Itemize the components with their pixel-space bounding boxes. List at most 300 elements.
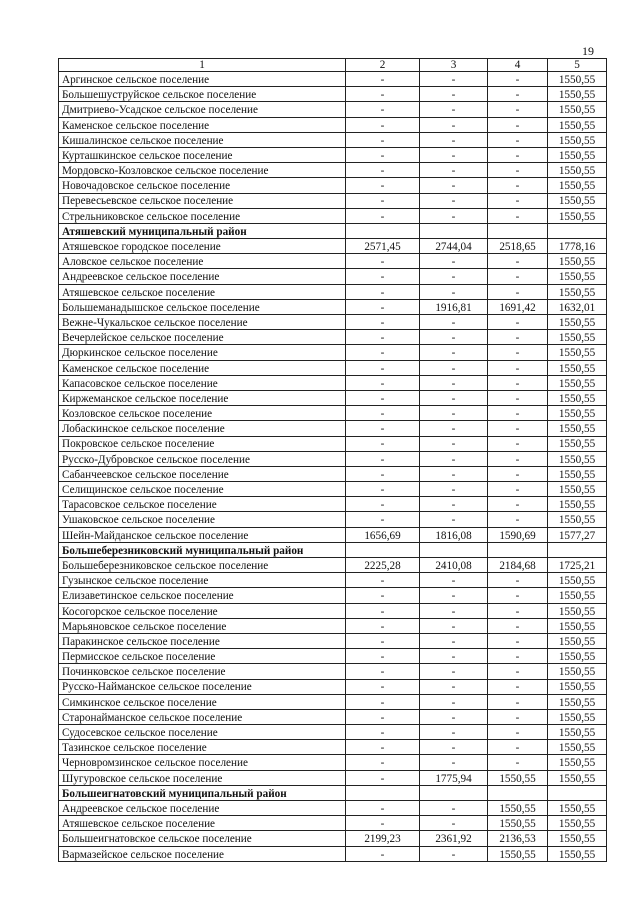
value-cell-col4: - xyxy=(488,618,548,633)
table-row xyxy=(59,664,607,679)
settlement-name-cell: Лобаскинское сельское поселение xyxy=(59,421,346,436)
value-cell-col4: 2136,53 xyxy=(488,831,548,846)
value-cell-col5: 1550,55 xyxy=(548,406,607,421)
district-name-cell: Большеигнатовский муниципальный район xyxy=(59,785,346,800)
settlement-name-cell: Атяшевское сельское поселение xyxy=(59,816,346,831)
value-cell-col3: - xyxy=(420,740,488,755)
table-row xyxy=(59,102,607,117)
settlement-name-cell: Косогорское сельское поселение xyxy=(59,603,346,618)
value-cell-col4: - xyxy=(488,117,548,132)
value-cell-col2: 2199,23 xyxy=(346,831,420,846)
value-cell-col2: 2571,45 xyxy=(346,239,420,254)
value-cell-col2: - xyxy=(346,254,420,269)
value-cell-col2: - xyxy=(346,573,420,588)
table-row xyxy=(59,740,607,755)
value-cell-col2: - xyxy=(346,451,420,466)
value-cell-col2: - xyxy=(346,618,420,633)
value-cell-col3: - xyxy=(420,482,488,497)
value-cell-col3: 1775,94 xyxy=(420,770,488,785)
value-cell-col3: - xyxy=(420,816,488,831)
settlement-name-cell: Большеигнатовское сельское поселение xyxy=(59,831,346,846)
table-row xyxy=(59,178,607,193)
table-row xyxy=(59,390,607,405)
value-cell-col4: - xyxy=(488,679,548,694)
value-cell-col4: - xyxy=(488,466,548,481)
value-cell-col2: - xyxy=(346,664,420,679)
settlement-name-cell: Каменское сельское поселение xyxy=(59,117,346,132)
value-cell-col5: 1550,55 xyxy=(548,102,607,117)
value-cell-col5: 1550,55 xyxy=(548,770,607,785)
value-cell-col4: - xyxy=(488,193,548,208)
section-header-row xyxy=(59,542,607,557)
table-row xyxy=(59,132,607,147)
settlement-name-cell: Тазинское сельское поселение xyxy=(59,740,346,755)
value-cell-col4: - xyxy=(488,740,548,755)
value-cell-col4: - xyxy=(488,375,548,390)
settlement-name-cell: Андреевское сельское поселение xyxy=(59,269,346,284)
value-cell-col4: - xyxy=(488,208,548,223)
value-cell-col5: 1550,55 xyxy=(548,254,607,269)
value-cell-col5: 1550,55 xyxy=(548,269,607,284)
value-cell-col5: 1550,55 xyxy=(548,740,607,755)
settlement-name-cell: Каменское сельское поселение xyxy=(59,360,346,375)
table-row xyxy=(59,816,607,831)
settlement-name-cell: Судосевское сельское поселение xyxy=(59,725,346,740)
table-row xyxy=(59,421,607,436)
table-row xyxy=(59,193,607,208)
settlement-name-cell: Мордовско-Козловское сельское поселение xyxy=(59,163,346,178)
table-row xyxy=(59,315,607,330)
settlement-name-cell: Капасовское сельское поселение xyxy=(59,375,346,390)
value-cell-col5 xyxy=(548,785,607,800)
settlement-name-cell: Елизаветинское сельское поселение xyxy=(59,588,346,603)
value-cell-col2: - xyxy=(346,436,420,451)
value-cell-col2: - xyxy=(346,421,420,436)
value-cell-col4: - xyxy=(488,603,548,618)
value-cell-col3: - xyxy=(420,512,488,527)
value-cell-col3: - xyxy=(420,254,488,269)
data-table xyxy=(58,58,607,862)
value-cell-col4: - xyxy=(488,451,548,466)
value-cell-col4: - xyxy=(488,755,548,770)
value-cell-col3: - xyxy=(420,193,488,208)
value-cell-col5: 1550,55 xyxy=(548,360,607,375)
table-row xyxy=(59,588,607,603)
value-cell-col2: - xyxy=(346,709,420,724)
settlement-name-cell: Большеманадышское сельское поселение xyxy=(59,299,346,314)
settlement-name-cell: Шейн-Майданское сельское поселение xyxy=(59,527,346,542)
value-cell-col2: - xyxy=(346,588,420,603)
district-name-cell: Атяшевский муниципальный район xyxy=(59,223,346,238)
value-cell-col4: - xyxy=(488,633,548,648)
table-row xyxy=(59,603,607,618)
value-cell-col2 xyxy=(346,223,420,238)
value-cell-col4: - xyxy=(488,512,548,527)
value-cell-col2: - xyxy=(346,269,420,284)
value-cell-col2: - xyxy=(346,740,420,755)
value-cell-col5: 1550,55 xyxy=(548,679,607,694)
table-row xyxy=(59,330,607,345)
value-cell-col2: - xyxy=(346,846,420,861)
value-cell-col3: 1916,81 xyxy=(420,299,488,314)
value-cell-col5: 1550,55 xyxy=(548,193,607,208)
table-row xyxy=(59,284,607,299)
value-cell-col2: - xyxy=(346,315,420,330)
settlement-name-cell: Черновромзинское сельское поселение xyxy=(59,755,346,770)
value-cell-col5 xyxy=(548,542,607,557)
table-row xyxy=(59,466,607,481)
table-row xyxy=(59,208,607,223)
value-cell-col5: 1550,55 xyxy=(548,375,607,390)
value-cell-col3: - xyxy=(420,466,488,481)
value-cell-col5: 1550,55 xyxy=(548,497,607,512)
settlement-name-cell: Стрельниковское сельское поселение xyxy=(59,208,346,223)
value-cell-col5: 1550,55 xyxy=(548,345,607,360)
settlement-name-cell: Починковское сельское поселение xyxy=(59,664,346,679)
table-row xyxy=(59,558,607,573)
value-cell-col4: - xyxy=(488,497,548,512)
value-cell-col5: 1550,55 xyxy=(548,208,607,223)
value-cell-col3: - xyxy=(420,664,488,679)
value-cell-col2: - xyxy=(346,406,420,421)
column-header: 5 xyxy=(548,59,607,72)
value-cell-col4: - xyxy=(488,360,548,375)
value-cell-col4: - xyxy=(488,163,548,178)
value-cell-col5: 1550,55 xyxy=(548,436,607,451)
value-cell-col3: - xyxy=(420,633,488,648)
value-cell-col5: 1550,55 xyxy=(548,709,607,724)
value-cell-col3: - xyxy=(420,573,488,588)
value-cell-col4: 1691,42 xyxy=(488,299,548,314)
value-cell-col2: - xyxy=(346,649,420,664)
value-cell-col5: 1550,55 xyxy=(548,664,607,679)
value-cell-col4: - xyxy=(488,482,548,497)
value-cell-col3: - xyxy=(420,725,488,740)
value-cell-col5: 1550,55 xyxy=(548,330,607,345)
value-cell-col4: - xyxy=(488,406,548,421)
value-cell-col5: 1550,55 xyxy=(548,163,607,178)
value-cell-col4 xyxy=(488,223,548,238)
value-cell-col4: - xyxy=(488,694,548,709)
page-number: 19 xyxy=(582,44,594,58)
table-row xyxy=(59,436,607,451)
value-cell-col4: - xyxy=(488,588,548,603)
value-cell-col5: 1550,55 xyxy=(548,618,607,633)
value-cell-col5: 1550,55 xyxy=(548,633,607,648)
table-row xyxy=(59,831,607,846)
section-header-row xyxy=(59,223,607,238)
settlement-name-cell: Вармазейское сельское поселение xyxy=(59,846,346,861)
table-row xyxy=(59,618,607,633)
value-cell-col3: - xyxy=(420,87,488,102)
value-cell-col4: 1550,55 xyxy=(488,816,548,831)
value-cell-col2: - xyxy=(346,482,420,497)
value-cell-col2: - xyxy=(346,512,420,527)
table-row xyxy=(59,679,607,694)
value-cell-col2: - xyxy=(346,360,420,375)
table-row xyxy=(59,269,607,284)
value-cell-col2: - xyxy=(346,679,420,694)
value-cell-col3: - xyxy=(420,178,488,193)
settlement-name-cell: Аловское сельское поселение xyxy=(59,254,346,269)
value-cell-col4 xyxy=(488,542,548,557)
table-row xyxy=(59,360,607,375)
settlement-name-cell: Пермисское сельское поселение xyxy=(59,649,346,664)
table-row xyxy=(59,147,607,162)
value-cell-col4: 1550,55 xyxy=(488,846,548,861)
table-row xyxy=(59,299,607,314)
value-cell-col4: - xyxy=(488,649,548,664)
settlement-name-cell: Старонайманское сельское поселение xyxy=(59,709,346,724)
value-cell-col5: 1550,55 xyxy=(548,315,607,330)
table-row xyxy=(59,451,607,466)
value-cell-col2: - xyxy=(346,132,420,147)
value-cell-col3: - xyxy=(420,208,488,223)
value-cell-col2: - xyxy=(346,193,420,208)
value-cell-col4: 1550,55 xyxy=(488,801,548,816)
value-cell-col2 xyxy=(346,542,420,557)
value-cell-col2: - xyxy=(346,87,420,102)
value-cell-col4: - xyxy=(488,269,548,284)
table-row xyxy=(59,87,607,102)
value-cell-col3: - xyxy=(420,72,488,87)
value-cell-col3: - xyxy=(420,618,488,633)
value-cell-col3: - xyxy=(420,649,488,664)
value-cell-col5: 1550,55 xyxy=(548,846,607,861)
value-cell-col5: 1550,55 xyxy=(548,178,607,193)
value-cell-col4: - xyxy=(488,132,548,147)
settlement-name-cell: Шугуровское сельское поселение xyxy=(59,770,346,785)
value-cell-col3: - xyxy=(420,315,488,330)
value-cell-col3: - xyxy=(420,694,488,709)
value-cell-col4: - xyxy=(488,72,548,87)
settlement-name-cell: Ушаковское сельское поселение xyxy=(59,512,346,527)
table-row xyxy=(59,72,607,87)
value-cell-col4 xyxy=(488,785,548,800)
table-row xyxy=(59,770,607,785)
value-cell-col4: - xyxy=(488,254,548,269)
value-cell-col3: 1816,08 xyxy=(420,527,488,542)
value-cell-col2: - xyxy=(346,163,420,178)
value-cell-col3 xyxy=(420,785,488,800)
value-cell-col5: 1550,55 xyxy=(548,132,607,147)
value-cell-col3: - xyxy=(420,497,488,512)
value-cell-col2: - xyxy=(346,330,420,345)
settlement-name-cell: Паракинское сельское поселение xyxy=(59,633,346,648)
value-cell-col4: - xyxy=(488,436,548,451)
table-row xyxy=(59,573,607,588)
value-cell-col3: - xyxy=(420,406,488,421)
value-cell-col3: - xyxy=(420,846,488,861)
table-row xyxy=(59,527,607,542)
table-row xyxy=(59,345,607,360)
value-cell-col3: - xyxy=(420,801,488,816)
settlement-name-cell: Атяшевское городское поселение xyxy=(59,239,346,254)
value-cell-col2: - xyxy=(346,816,420,831)
value-cell-col3: - xyxy=(420,390,488,405)
value-cell-col4: - xyxy=(488,315,548,330)
value-cell-col3: 2744,04 xyxy=(420,239,488,254)
table-row xyxy=(59,482,607,497)
value-cell-col4: - xyxy=(488,345,548,360)
value-cell-col3: - xyxy=(420,330,488,345)
value-cell-col4: - xyxy=(488,709,548,724)
value-cell-col2: - xyxy=(346,102,420,117)
value-cell-col4: - xyxy=(488,284,548,299)
table-row xyxy=(59,649,607,664)
value-cell-col3: - xyxy=(420,451,488,466)
table-row xyxy=(59,725,607,740)
value-cell-col3: - xyxy=(420,679,488,694)
settlement-name-cell: Киржеманское сельское поселение xyxy=(59,390,346,405)
value-cell-col5: 1550,55 xyxy=(548,87,607,102)
value-cell-col5: 1550,55 xyxy=(548,816,607,831)
value-cell-col2: - xyxy=(346,725,420,740)
settlement-name-cell: Покровское сельское поселение xyxy=(59,436,346,451)
settlement-name-cell: Гузынское сельское поселение xyxy=(59,573,346,588)
settlement-name-cell: Сабанчеевское сельское поселение xyxy=(59,466,346,481)
settlement-name-cell: Русско-Дубровское сельское поселение xyxy=(59,451,346,466)
value-cell-col2: 1656,69 xyxy=(346,527,420,542)
value-cell-col2 xyxy=(346,785,420,800)
column-header: 1 xyxy=(59,59,346,72)
value-cell-col2: - xyxy=(346,284,420,299)
value-cell-col2: - xyxy=(346,770,420,785)
value-cell-col2: - xyxy=(346,299,420,314)
value-cell-col2: - xyxy=(346,603,420,618)
value-cell-col5: 1550,55 xyxy=(548,603,607,618)
value-cell-col4: 1590,69 xyxy=(488,527,548,542)
section-header-row xyxy=(59,785,607,800)
settlement-name-cell: Кишалинское сельское поселение xyxy=(59,132,346,147)
value-cell-col2: - xyxy=(346,117,420,132)
table-row xyxy=(59,239,607,254)
value-cell-col3: - xyxy=(420,421,488,436)
settlement-name-cell: Новочадовское сельское поселение xyxy=(59,178,346,193)
value-cell-col3: - xyxy=(420,132,488,147)
value-cell-col3: - xyxy=(420,755,488,770)
table-row xyxy=(59,846,607,861)
value-cell-col5: 1550,55 xyxy=(548,466,607,481)
value-cell-col5: 1577,27 xyxy=(548,527,607,542)
value-cell-col5: 1550,55 xyxy=(548,573,607,588)
table-row xyxy=(59,801,607,816)
value-cell-col4: - xyxy=(488,421,548,436)
value-cell-col2: - xyxy=(346,390,420,405)
value-cell-col3: - xyxy=(420,360,488,375)
value-cell-col4: 2184,68 xyxy=(488,558,548,573)
value-cell-col3 xyxy=(420,223,488,238)
value-cell-col3: - xyxy=(420,375,488,390)
settlement-name-cell: Марьяновское сельское поселение xyxy=(59,618,346,633)
settlement-name-cell: Большеберезниковское сельское поселение xyxy=(59,558,346,573)
value-cell-col4: - xyxy=(488,102,548,117)
value-cell-col2: - xyxy=(346,178,420,193)
value-cell-col3: - xyxy=(420,603,488,618)
value-cell-col3: 2361,92 xyxy=(420,831,488,846)
value-cell-col4: - xyxy=(488,87,548,102)
value-cell-col2: - xyxy=(346,694,420,709)
value-cell-col4: - xyxy=(488,725,548,740)
settlement-name-cell: Дмитриево-Усадское сельское поселение xyxy=(59,102,346,117)
value-cell-col5: 1632,01 xyxy=(548,299,607,314)
value-cell-col5: 1550,55 xyxy=(548,147,607,162)
value-cell-col3: - xyxy=(420,117,488,132)
table-row xyxy=(59,117,607,132)
table-body xyxy=(59,72,607,862)
value-cell-col2: - xyxy=(346,497,420,512)
value-cell-col3: - xyxy=(420,588,488,603)
value-cell-col5: 1550,55 xyxy=(548,512,607,527)
table-row xyxy=(59,633,607,648)
value-cell-col2: - xyxy=(346,147,420,162)
settlement-name-cell: Тарасовское сельское поселение xyxy=(59,497,346,512)
value-cell-col3: - xyxy=(420,269,488,284)
value-cell-col5: 1725,21 xyxy=(548,558,607,573)
table-row xyxy=(59,406,607,421)
value-cell-col5: 1550,55 xyxy=(548,117,607,132)
value-cell-col5: 1550,55 xyxy=(548,801,607,816)
value-cell-col3: - xyxy=(420,709,488,724)
column-header: 4 xyxy=(488,59,548,72)
value-cell-col5 xyxy=(548,223,607,238)
value-cell-col3: - xyxy=(420,436,488,451)
table-row xyxy=(59,497,607,512)
settlement-name-cell: Большешуструйское сельское поселение xyxy=(59,87,346,102)
value-cell-col2: - xyxy=(346,375,420,390)
value-cell-col3 xyxy=(420,542,488,557)
table-row xyxy=(59,254,607,269)
value-cell-col4: - xyxy=(488,664,548,679)
value-cell-col3: - xyxy=(420,345,488,360)
value-cell-col5: 1550,55 xyxy=(548,421,607,436)
value-cell-col4: 1550,55 xyxy=(488,770,548,785)
district-name-cell: Большеберезниковский муниципальный район xyxy=(59,542,346,557)
value-cell-col5: 1550,55 xyxy=(548,284,607,299)
value-cell-col5: 1550,55 xyxy=(548,482,607,497)
value-cell-col2: - xyxy=(346,345,420,360)
value-cell-col4: - xyxy=(488,178,548,193)
value-cell-col2: - xyxy=(346,755,420,770)
column-header: 2 xyxy=(346,59,420,72)
value-cell-col2: - xyxy=(346,801,420,816)
value-cell-col5: 1550,55 xyxy=(548,649,607,664)
value-cell-col3: - xyxy=(420,284,488,299)
table-row xyxy=(59,375,607,390)
value-cell-col5: 1550,55 xyxy=(548,831,607,846)
value-cell-col5: 1550,55 xyxy=(548,451,607,466)
value-cell-col2: - xyxy=(346,633,420,648)
settlement-name-cell: Курташкинское сельское поселение xyxy=(59,147,346,162)
value-cell-col2: - xyxy=(346,72,420,87)
value-cell-col2: 2225,28 xyxy=(346,558,420,573)
value-cell-col5: 1550,55 xyxy=(548,390,607,405)
settlement-name-cell: Симкинское сельское поселение xyxy=(59,694,346,709)
value-cell-col3: - xyxy=(420,102,488,117)
value-cell-col4: - xyxy=(488,147,548,162)
value-cell-col2: - xyxy=(346,208,420,223)
settlement-name-cell: Дюркинское сельское поселение xyxy=(59,345,346,360)
value-cell-col4: 2518,65 xyxy=(488,239,548,254)
value-cell-col4: - xyxy=(488,330,548,345)
settlement-name-cell: Аргинское сельское поселение xyxy=(59,72,346,87)
settlement-name-cell: Вежне-Чукальское сельское поселение xyxy=(59,315,346,330)
value-cell-col5: 1778,16 xyxy=(548,239,607,254)
value-cell-col3: - xyxy=(420,147,488,162)
table-row xyxy=(59,709,607,724)
table-row xyxy=(59,755,607,770)
value-cell-col5: 1550,55 xyxy=(548,755,607,770)
